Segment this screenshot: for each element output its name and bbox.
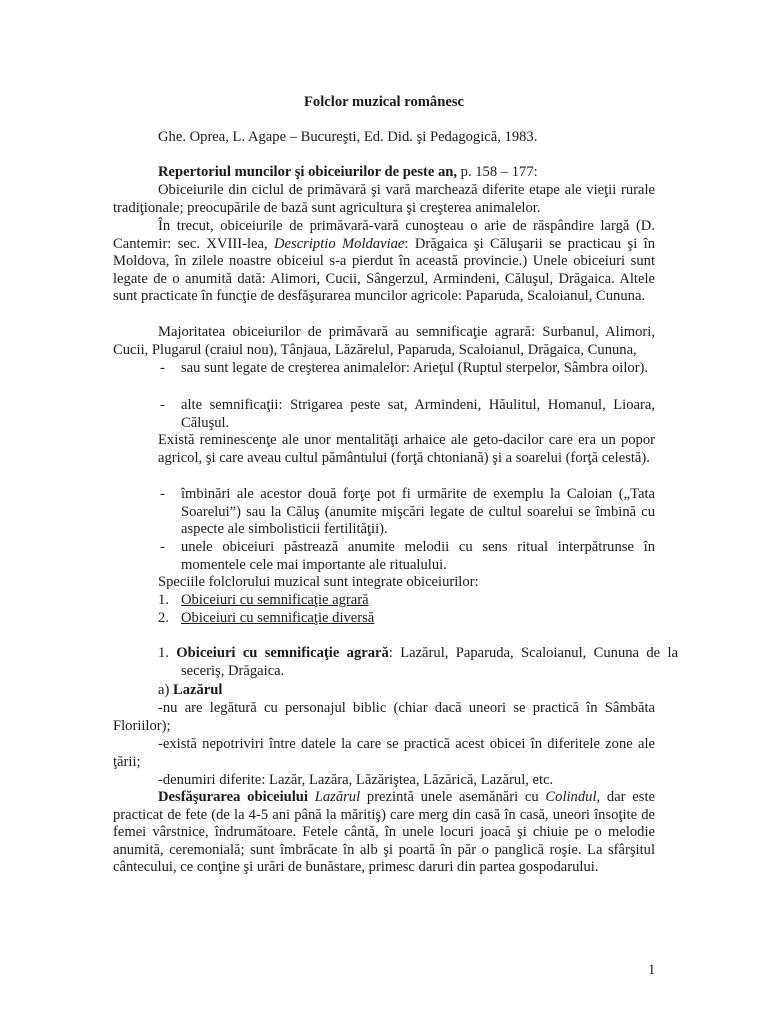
paragraph-ritual: [113, 789, 655, 877]
ritual-text-2: , dar este practicat de fete (de la 4-5 ani până la măritiş) care merg din casă în casă, uneori însoţite de femei vârstnice, îndrumătoare. Fetele cântă, în unele locuri joacă şi chiuie pe o melodie anumită, ceremonială; sunt îmbrăcate în alb şi poartă în păr o panglică roşie. La sfârşitul cântecului, ce conţine şi urări de bunăstare, primesc daruri din partea gospodarului.: [113, 789, 655, 876]
paragraph-history-text: În trecut, obiceiurile de primăvară-vară cunoşteau o arie de răspândire largă (D. Cantemir: sec. XVIII-lea,: [113, 218, 655, 252]
paragraph-intro: Obiceiurile din ciclul de primăvară şi vară marchează diferite etape ale vieţii rurale tradiţionale; preocupările de bază sunt agricultura şi creşterea animalelor.: [113, 182, 655, 216]
citation: Ghe. Oprea, L. Agape – Bucureşti, Ed. Did. şi Pedagogică, 1983.: [158, 129, 538, 145]
list-item-diverse: Obiceiuri cu semnificaţie diversă: [181, 610, 375, 626]
section-heading-pages: p. 158 – 177:: [457, 164, 538, 180]
bullet-dash: -: [160, 539, 165, 555]
list-item-agrarian: Obiceiuri cu semnificaţie agrară: [181, 592, 369, 608]
subsection-title: Lazărul: [173, 682, 223, 698]
list-number: 2.: [158, 610, 169, 626]
note-biblical: -nu are legătură cu personajul biblic (chiar dacă uneori se practică în Sâmbăta Floriilor);: [113, 700, 655, 734]
list-number: 1.: [158, 592, 169, 608]
colindul-italic: Colindul: [545, 789, 597, 805]
section-heading-bold: Repertoriul muncilor şi obiceiurilor de peste an,: [158, 164, 458, 180]
bullet-other-meanings: alte semnificaţii: Strigarea peste sat, Armindeni, Hăulitul, Homanul, Lioara, Căluşul.: [181, 397, 655, 431]
bullet-caloian: îmbinări ale acestor două forţe pot fi urmărite de exemplu la Caloian („Tata Soarelui”) sau la Căluş (anumite mişcări legate de cultul soarelui se îmbină cu aspecte ale simbolisticii fertilităţii).: [181, 486, 655, 538]
ritual-heading: Desfăşurarea obiceiului: [158, 789, 308, 805]
section-title-bold: Obiceiuri cu semnificaţie agrară: [176, 645, 389, 661]
bullet-animals: sau sunt legate de creşterea animalelor: Arieţul (Ruptul sterpelor, Sâmbra oilor).: [181, 360, 649, 376]
section-number: 1.: [158, 645, 177, 661]
section-agrarian-heading: [158, 645, 678, 680]
subsection-lazarul: [158, 682, 222, 700]
paragraph-history-text-2: : Drăgaica şi Căluşarii se practicau şi în Moldova, în zilele noastre obiceiul s-a pierdut în această provincie.) Unele obiceiuri sunt legate de o anumită dată: Alimori, Cucii, Sângerzul, Armindeni, Căluşul, Drăgaica. Altele sunt practicate în funcţie de desfăşurarea muncilor agricole: Paparuda, Scaloianul, Cununa.: [113, 235, 656, 305]
note-names: -denumiri diferite: Lazăr, Lazăra, Lăzăriştea, Lăzărică, Lazărul, etc.: [158, 772, 554, 788]
section-heading: [158, 164, 538, 182]
subsection-label: a): [158, 682, 173, 698]
note-dates: -există nepotriviri între datele la care se practică acest obicei în diferitele zone ale ţării;: [113, 736, 655, 770]
bullet-dash: -: [160, 360, 165, 376]
lazarul-italic: Lazărul: [314, 789, 361, 805]
bullet-dash: -: [160, 486, 165, 502]
paragraph-species: Speciile folclorului muzical sunt integrate obiceiurilor:: [158, 574, 479, 590]
descriptio-moldaviae: Descriptio Moldaviae: [274, 235, 405, 252]
ritual-text: prezintă unele asemănări cu: [360, 789, 546, 805]
page-number: 1: [648, 962, 656, 978]
bullet-melodies: unele obiceiuri păstrează anumite melodii cu sens ritual interpătrunse în momentele cele mai importante ale ritualului.: [181, 539, 655, 573]
bullet-dash: -: [160, 397, 165, 413]
section-list: : Lazărul, Paparuda, Scaloianul, Cununa de la seceriş, Drăgaica.: [181, 645, 678, 679]
paragraph-history: [113, 218, 655, 306]
paragraph-reminiscences: Există reminescenţe ale unor mentalităţi arhaice ale geto-dacilor care era un popor agricol, şi care aveau cultul pământului (forţă chtoniană) şi a soarelui (forţă celestă).: [158, 432, 655, 466]
paragraph-agrarian: Majoritatea obiceiurilor de primăvară au semnificaţie agrară: Surbanul, Alimori, Cucii, Plugarul (craiul nou), Tânjaua, Lăzărelul, Paparuda, Scaloianul, Drăgaica, Cununa,: [113, 324, 655, 358]
document-title: Folclor muzical românesc: [304, 94, 464, 110]
